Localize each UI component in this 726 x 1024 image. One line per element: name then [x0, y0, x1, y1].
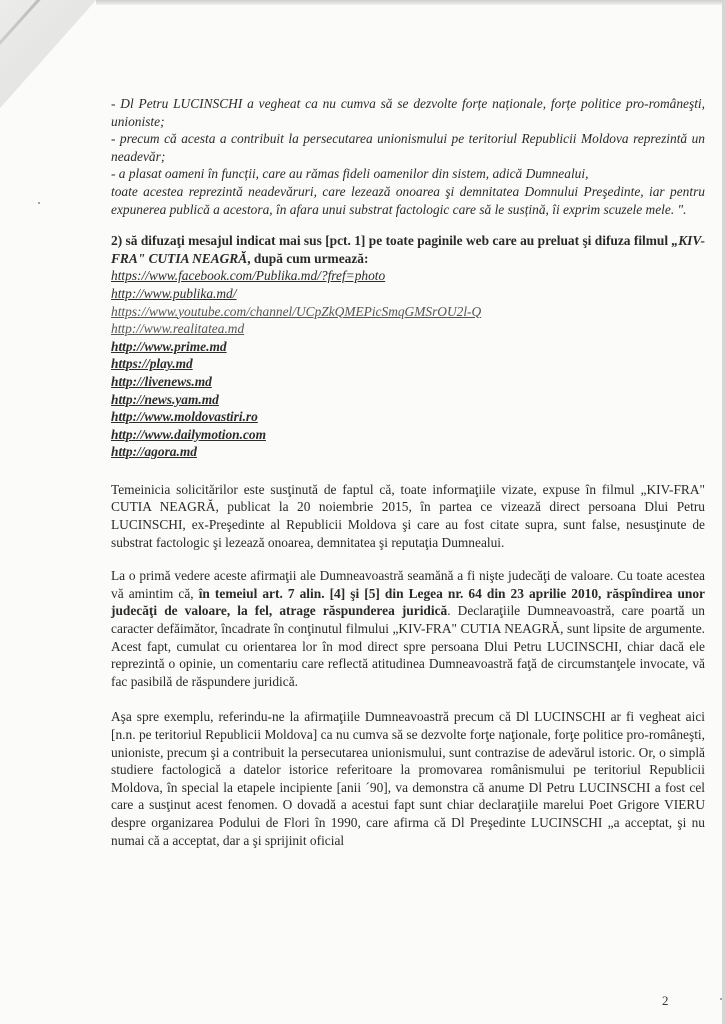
quote-line: toate acestea reprezintă neadevăruri, care lezează onoarea şi demnitatea Domnului Preşedinte, iar pentru expunerea publică a acestora, în afara unui substrat factologic care să le susțină, îi exprim scuzele mele. ". [111, 183, 705, 217]
link-prime[interactable]: http://www.prime.md [111, 338, 227, 354]
link-youtube[interactable]: https://www.youtube.com/channel/UCpZkQMEPicSmqGMSrOU2l-Q [111, 303, 482, 319]
para-text-end: . Declaraţiile Dumneavoastră, care poartă un caracter defăimător, încadrate în conţinutul filmului „KIV-FRA" CUTIA NEAGRĂ, sunt lipsite de argumente. Acest fapt, cumulat cu orientarea lor în mod direct spre persoana Dlui Petru LUCINSCHI, chiar dacă ele reprezintă o opinie, un comentariu care reflectă atitudinea Dumneavoastră faţă de circumstanţele invocate, vă fac pasibilă de răspundere juridică. [111, 603, 705, 689]
para-text: La o primă vedere aceste afirmaţii ale Dumneavoastră seamănă a fi nişte judecăţi de valoare. Cu toate acestea vă amintim că, [111, 568, 705, 601]
page-right-edge [722, 0, 726, 1024]
section-2 [111, 232, 705, 461]
link-facebook[interactable]: https://www.facebook.com/Publika.md/?fref=photo [111, 268, 386, 284]
section-2-intro [111, 232, 705, 267]
intro-text: 2) să difuzaţi mesajul indicat mai sus [pct. 1] pe toate paginile web care au preluat şi difuza filmul [111, 233, 672, 249]
scan-speck [720, 998, 722, 1000]
link-moldovastiri[interactable]: http://www.moldovastiri.ro [111, 409, 258, 425]
paragraph-grounds: Temeinicia solicitărilor este susţinută de faptul că, toate informaţiile vizate, expuse în filmul „KIV-FRA" CUTIA NEAGRĂ, publicat la 20 noiembrie 2015, în partea ce vizează direct persoana Dlui Petru LUCINSCHI, ex-Preşedinte al Republicii Moldova şi care au fost citate supra, sunt false, nesusţinute de substrat factologic şi lezează onoarea, demnitatea şi reputaţia Dumnealui. [111, 481, 705, 550]
paragraph-example: Aşa spre exemplu, referindu-ne la afirmaţiile Dumneavoastră precum că Dl LUCINSCHI ar fi vegheat aici [n.n. pe teritoriul Republicii Moldova] ca nu cumva să se dezvolte forţe naţionale, forţe politice pro-româneşti, unioniste, precum şi a contribuit la persecutarea unionismului, sunt contrazise de adevărul istoric. Or, o simplă studiere factologică a datelor istorice referitoare la promovarea românismului pe teritoriul Republicii Moldova, în special la etapele incipiente [anii ´90], va demonstra că anume Dl Petru LUCINSCHI a fost cel care a susţinut acest fenomen. O dovadă a acestui fapt sunt chiar declaraţiile marelui Poet Grigore VIERU despre organizarea Podului de Flori în 1990, care afirma că Dl Preşedinte LUCINSCHI „a acceptat, şi nu numai că a acceptat, dar a şi sprijinit oficial [111, 709, 705, 848]
legal-reference: în temeiul art. 7 alin. [4] şi [5] din Legea nr. 64 din 23 aprilie 2010, răspîndirea unor judecăţi de valoare, la fel, atrage răspunderea juridică [111, 585, 705, 619]
quote-line: - Dl Petru LUCINSCHI a vegheat ca nu cumva să se dezvolte forțe naționale, forțe politice pro-româneşti, unioniste; [111, 96, 705, 129]
link-livenews[interactable]: http://livenews.md [111, 373, 212, 389]
link-play[interactable]: https://play.md [111, 356, 193, 372]
link-news-yam[interactable]: http://news.yam.md [111, 391, 219, 407]
link-publika[interactable]: http://www.publika.md/ [111, 285, 237, 301]
link-agora[interactable]: http://agora.md [111, 444, 197, 460]
page-top-edge [96, 0, 722, 5]
page-number: 2 [662, 993, 669, 1008]
quote-line: - precum că acesta a contribuit la persecutarea unionismului pe teritoriul Republicii Moldova reprezintă un neadevăr; [111, 131, 705, 164]
intro-text-end: , după cum urmează: [247, 250, 369, 266]
scan-speck [38, 202, 40, 204]
quoted-statement [111, 95, 705, 218]
link-dailymotion[interactable]: http://www.dailymotion.com [111, 426, 266, 442]
paragraph-value-judgements [111, 567, 705, 690]
document-body [111, 95, 705, 849]
quote-line: - a plasat oameni în funcții, care au rămas fideli oamenilor din sistem, adică Dumnealui, [111, 166, 589, 182]
film-title: „KIV-FRA" CUTIA NEAGRĂ [111, 233, 705, 266]
link-list [111, 267, 705, 461]
link-realitatea[interactable]: http://www.realitatea.md [111, 321, 245, 337]
